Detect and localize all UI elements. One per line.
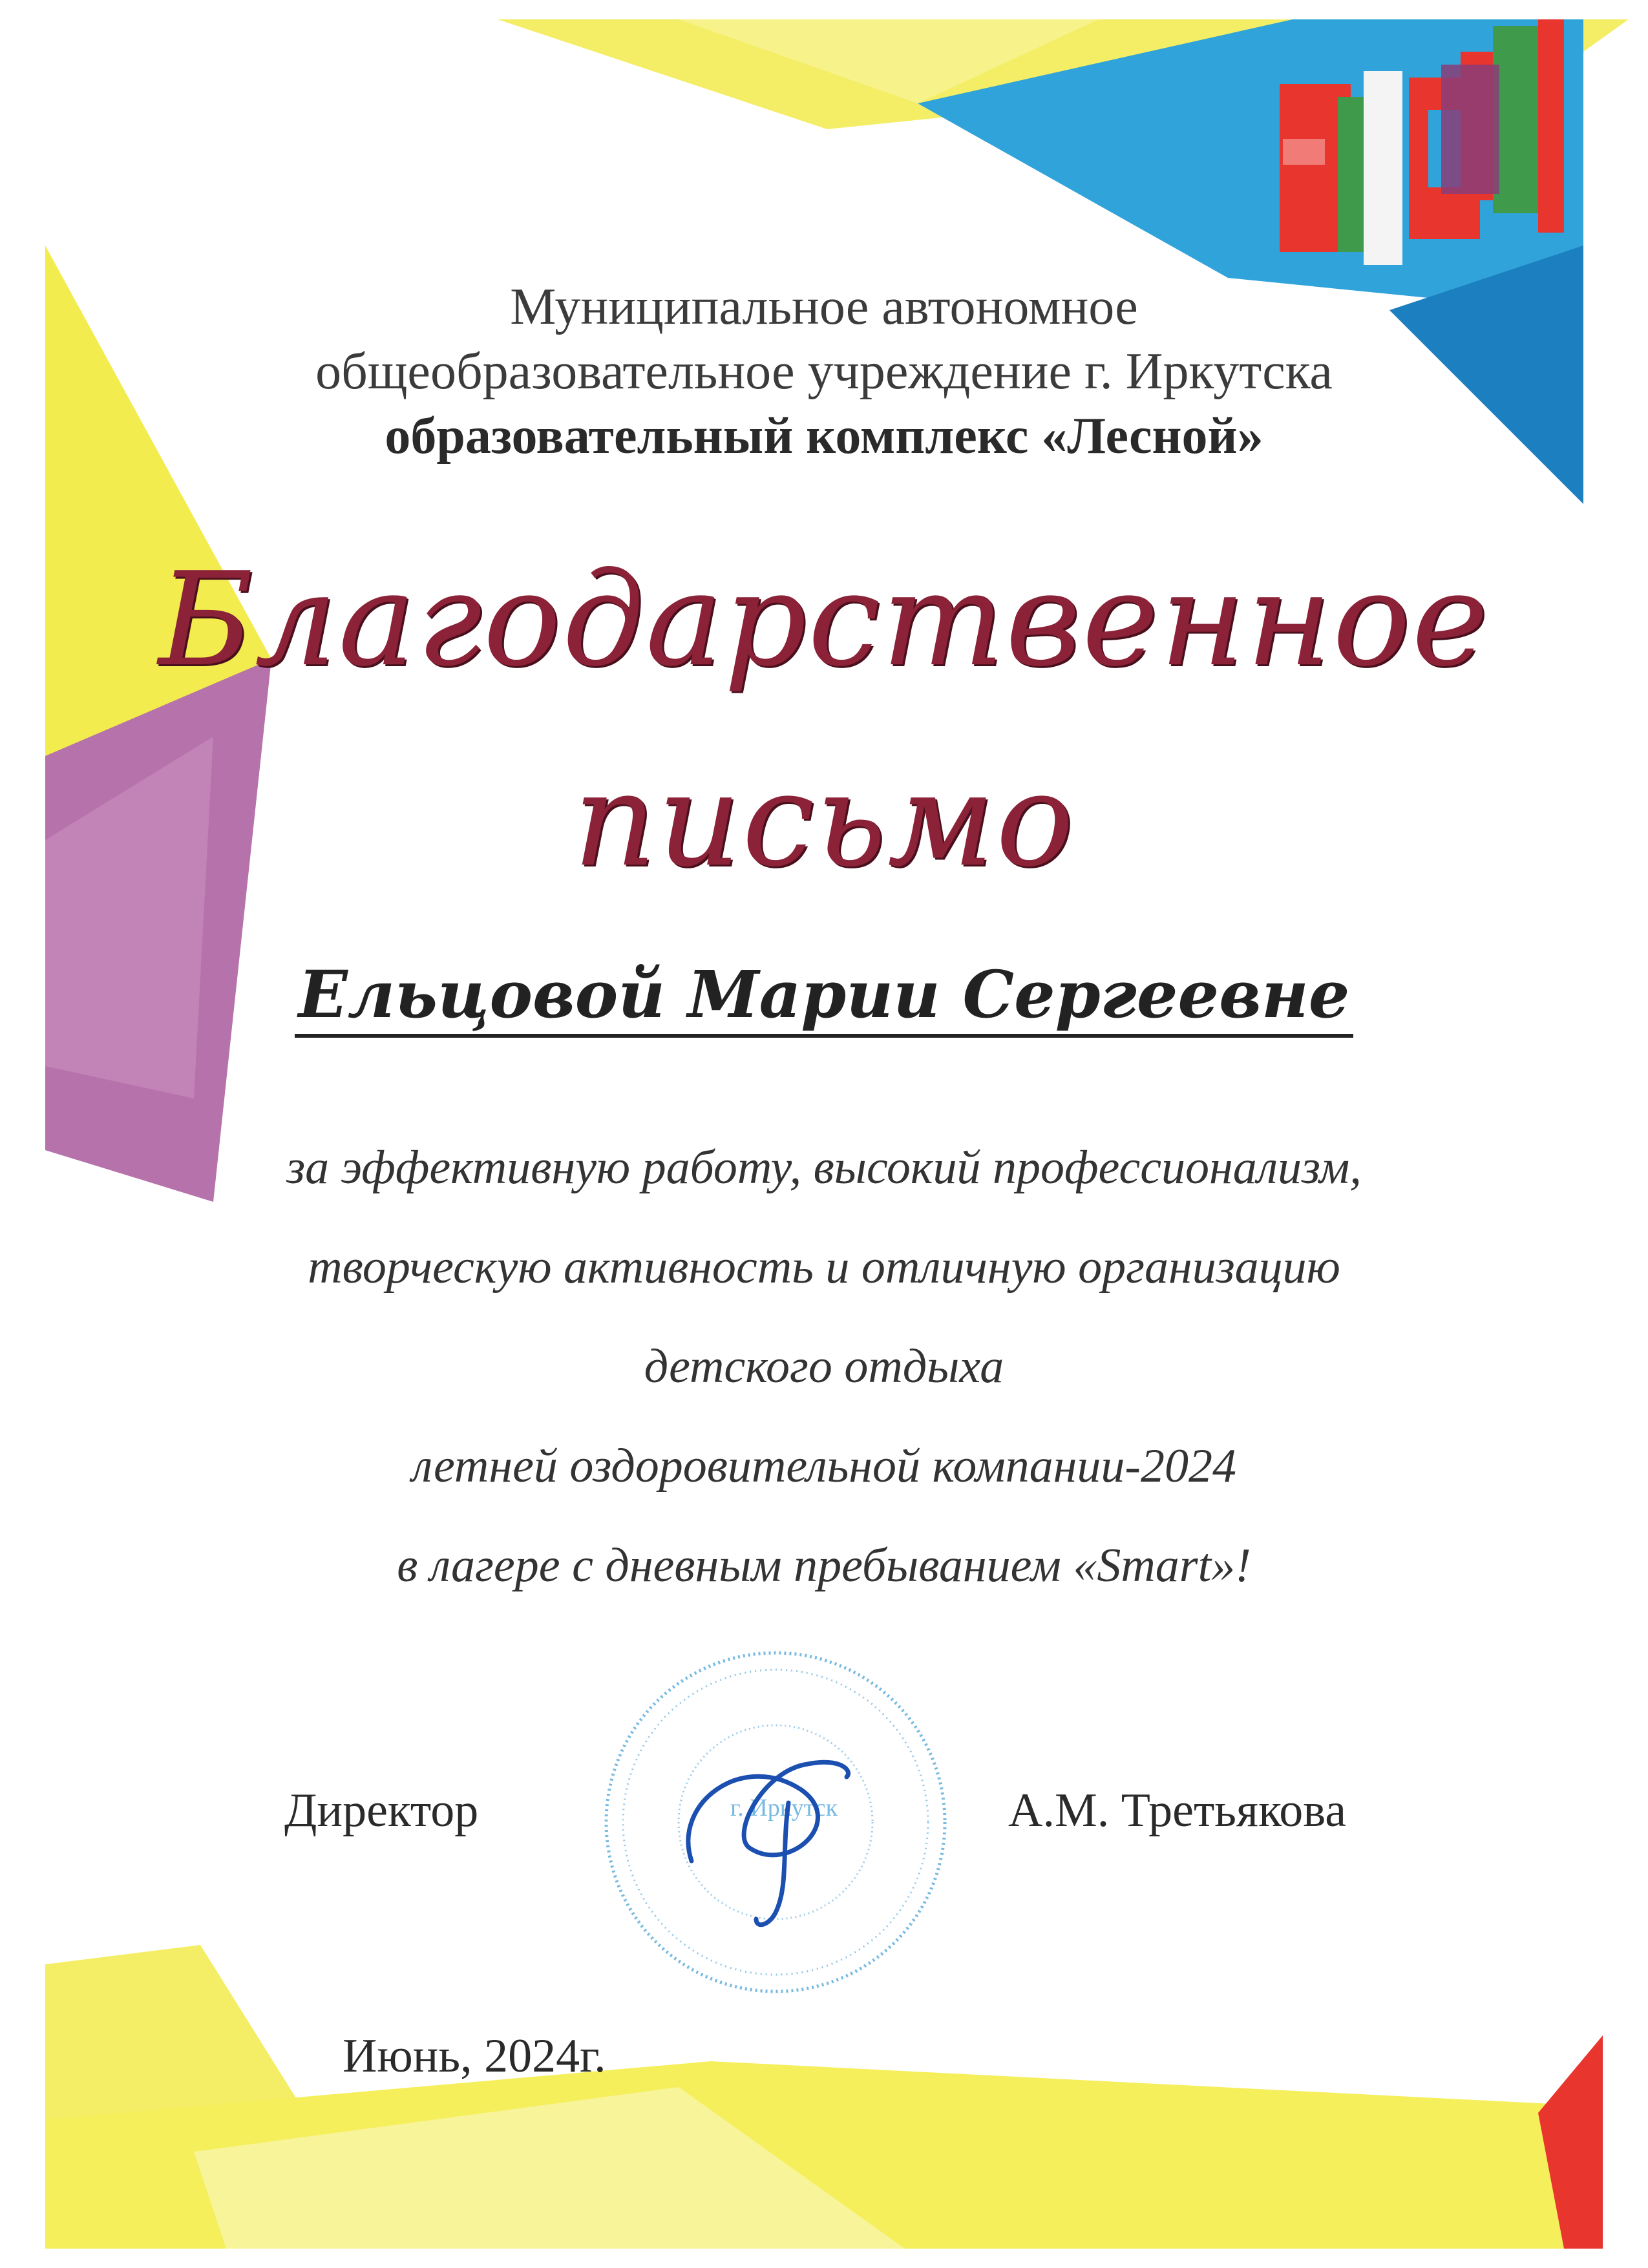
header-line-1: Муниципальное автономное bbox=[510, 278, 1138, 335]
signature-position: Директор bbox=[284, 1784, 479, 1837]
body-line: за эффективную работу, высокий профессионализм, bbox=[286, 1141, 1362, 1194]
organization-header bbox=[0, 275, 1648, 468]
signature-name: А.М. Третьякова bbox=[1008, 1784, 1347, 1837]
signature-scribble bbox=[688, 1762, 849, 1924]
official-stamp bbox=[595, 1641, 956, 2003]
body-line: творческую активность и отличную организацию bbox=[308, 1241, 1340, 1294]
recipient-name: Ельцовой Марии Сергеевне bbox=[295, 956, 1354, 1038]
title-line-2: письмо bbox=[573, 745, 1075, 896]
title-line-1: Благодарственное bbox=[158, 545, 1490, 695]
issue-date: Июнь, 2024г. bbox=[343, 2030, 606, 2083]
body-line: детского отдыха bbox=[644, 1340, 1004, 1393]
body-text bbox=[0, 1118, 1648, 1615]
header-line-3: образовательный комплекс «Лесной» bbox=[385, 408, 1263, 465]
recipient-block bbox=[0, 956, 1648, 1033]
body-line: в лагере с дневным пребыванием «Smart»! bbox=[397, 1539, 1251, 1592]
header-line-2: общеобразовательное учреждение г. Иркутска bbox=[315, 343, 1333, 400]
body-line: летней оздоровительной компании-2024 bbox=[411, 1440, 1237, 1493]
stamp-text: г. Иркутск bbox=[730, 1794, 838, 1822]
